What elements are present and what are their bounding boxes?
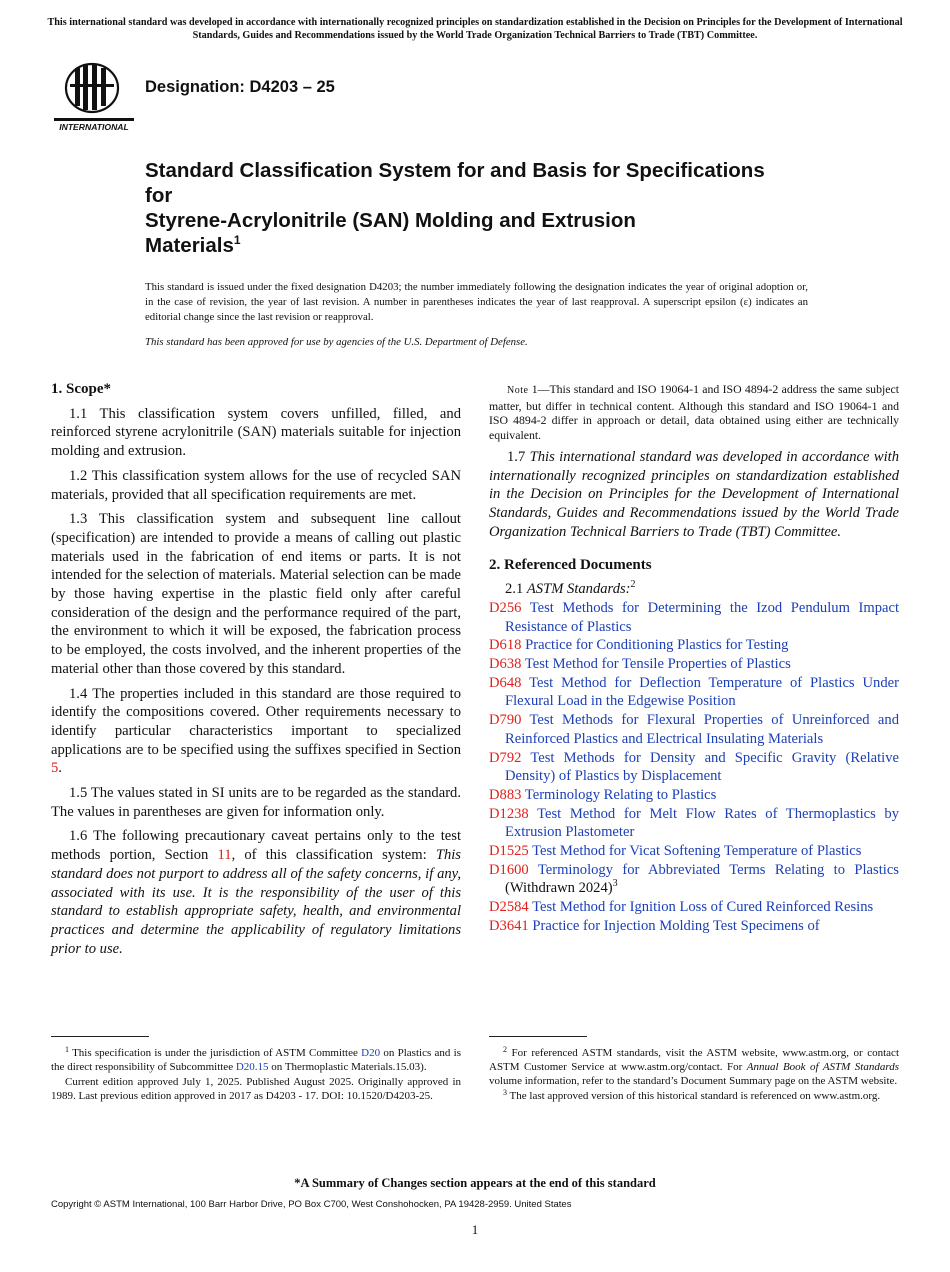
reference-item xyxy=(489,805,899,842)
reference-code-link[interactable]: D1238 xyxy=(489,805,529,822)
annual-book-title: Annual Book of ASTM Standards xyxy=(746,1061,899,1073)
page-number: 1 xyxy=(471,1222,479,1237)
paragraph-1-6-mid: , of this classification system: xyxy=(231,847,436,864)
edition-note: Current edition approved July 1, 2025. Published August 2025. Originally approved in 1989. Last previous edition approved in 2017 as D4203 - 17. DOI: 10.1520/D4203-25. xyxy=(51,1076,461,1102)
reference-code-link[interactable]: D790 xyxy=(489,712,522,729)
title-footnote-ref[interactable]: 1 xyxy=(233,233,241,247)
reference-code-link[interactable]: D883 xyxy=(489,786,522,803)
footnote-2 xyxy=(489,1046,899,1088)
reference-code-link[interactable]: D792 xyxy=(489,749,522,766)
reference-item xyxy=(489,842,899,861)
reference-title-link[interactable]: Test Methods for Flexural Properties of Unreinforced and Reinforced Plastics and Electrical Insulating Materials xyxy=(505,712,899,747)
paragraph-1-3: 1.3 This classification system and subsequent line callout (specification) are intended to provide a means of calling out plastic materials used in the fabrication of end items or parts. It is not intended for the selection of materials. Material selection can be made by those having expertise in the plastic field only after careful consideration of the design and the performance required of the part, the environment to which it will be exposed, the fabrication process to be employed, the costs involved, and the inherent properties of the material other than those covered by this standard. xyxy=(51,511,461,677)
logo-wordmark: INTERNATIONAL xyxy=(59,122,129,132)
document-title xyxy=(145,158,845,258)
note-1 xyxy=(489,382,899,442)
subheading-label: ASTM Standards: xyxy=(526,581,631,598)
reference-title-link[interactable]: Test Method for Deflection Temperature of Plastics Under Flexural Load in the Edgewise Position xyxy=(505,674,899,710)
reference-title-link[interactable]: Test Methods for Determining the Izod Pendulum Impact Resistance of Plastics xyxy=(505,599,900,635)
reference-item xyxy=(489,711,899,748)
title-line-1: Standard Classification System for and Basis for Specifications xyxy=(145,159,765,182)
paragraph-1-7-text: This international standard was developed in accordance with internationally recognized principles on standardization established in the Decision on Principles for the Development of International Standards, Guides and Recommendations issued by the World Trade Organization Technical Barriers to Trade (TBT) Committee. xyxy=(489,449,900,540)
reference-item xyxy=(489,898,899,917)
title-line-4-text: Materials xyxy=(145,234,234,257)
title-line-2: for xyxy=(145,184,173,207)
reference-title-link[interactable]: Test Method for Melt Flow Rates of Thermoplastics by Extrusion Plastometer xyxy=(505,805,899,841)
reference-code-link[interactable]: D648 xyxy=(489,674,522,691)
summary-of-changes-notice: *A Summary of Changes section appears at the end of this standard xyxy=(294,1176,656,1190)
footnote-divider-right xyxy=(489,1036,587,1037)
reference-title-link[interactable]: Terminology Relating to Plastics xyxy=(524,786,717,803)
reference-code-link[interactable]: D2584 xyxy=(489,899,529,916)
footnote-3-text: The last approved version of this historical standard is referenced on www.astm.org. xyxy=(507,1090,881,1102)
reference-item xyxy=(489,749,899,786)
section-5-link[interactable]: 5 xyxy=(51,760,59,777)
footnote-1-marker: 1 xyxy=(65,1045,69,1054)
reference-code-link[interactable]: D638 xyxy=(489,656,522,673)
reference-code-link[interactable]: D1600 xyxy=(489,861,529,878)
paragraph-1-1: 1.1 This classification system covers unfilled, filled, and reinforced styrene acrylonitrile (SAN) materials suitable for injection molding and extrusion. xyxy=(51,405,461,460)
footnote-2-marker: 2 xyxy=(503,1045,507,1054)
footnote-2-text-b: volume information, refer to the standard’s Document Summary page on the ASTM website. xyxy=(489,1075,898,1087)
footnote-3-marker: 3 xyxy=(503,1088,507,1097)
dod-approval-statement: This standard has been approved for use by agencies of the U.S. Department of Defense. xyxy=(145,336,528,348)
reference-code-link[interactable]: D618 xyxy=(489,637,522,654)
section-11-link[interactable]: 11 xyxy=(217,847,232,864)
subheading-number: 2.1 xyxy=(505,581,527,598)
reference-item xyxy=(489,861,899,898)
reference-item xyxy=(489,786,899,805)
issuance-statement: This standard is issued under the fixed designation D4203; the number immediately following the designation indicates the year of original adoption or, in the case of revision, the year of last revision. A number in parentheses indicates the year of last reapproval. A superscript epsilon (ε) indicates an editorial change since the last revision or reapproval. xyxy=(145,281,808,323)
reference-status: (Withdrawn 2024) xyxy=(505,880,613,897)
reference-item xyxy=(489,917,899,936)
reference-footnote-ref[interactable]: 3 xyxy=(612,878,618,890)
reference-item xyxy=(489,599,899,636)
astm-standards-subheading xyxy=(489,580,899,599)
safety-caveat: This standard does not purport to address all of the safety concerns, if any, associated with its use. It is the responsibility of the user of this standard to establish appropriate safety, health, and environmental practices and determine the applicability of regulatory limitations prior to use. xyxy=(51,847,461,957)
reference-list xyxy=(489,599,899,936)
paragraph-1-2: 1.2 This classification system allows for the use of recycled SAN materials, provided that all specification requirements are met. xyxy=(51,467,461,503)
footnotes-left xyxy=(51,1046,461,1104)
paragraph-1-6-text: 1.6 The following precautionary caveat pertains only to the test methods portion, Section xyxy=(51,828,461,864)
reference-title-link[interactable]: Practice for Conditioning Plastics for Testing xyxy=(525,637,789,654)
reference-title-link[interactable]: Test Method for Tensile Properties of Plastics xyxy=(524,656,791,673)
reference-item xyxy=(489,655,899,674)
reference-title-link[interactable]: Terminology for Abbreviated Terms Relating to Plastics xyxy=(537,861,899,878)
section-heading-referenced-documents: 2. Referenced Documents xyxy=(489,556,652,573)
reference-title-link[interactable]: Test Method for Vicat Softening Temperature of Plastics xyxy=(532,843,862,860)
note-label: Note xyxy=(507,385,529,396)
paragraph-1-4 xyxy=(51,685,461,779)
title-line-4 xyxy=(145,233,845,258)
tbt-notice: This international standard was developed in accordance with internationally recognized principles on standardization established in the Decision on Principles for the Development of International Standards, Guides and Recommendations issued by the World Trade Organization Technical Barriers to Trade (TBT) Committee. xyxy=(47,17,903,41)
left-column xyxy=(51,380,461,964)
committee-d20-link[interactable]: D20 xyxy=(361,1047,381,1059)
paragraph-1-4-text: 1.4 The properties included in this standard are those required to identify the compositions covered. Other requirements necessary to identify particular characteristics important to specialized applications are to be specified using the suffixes specified in Section xyxy=(51,685,461,758)
footnote-1-text-a: This specification is under the jurisdiction of ASTM Committee xyxy=(69,1047,362,1059)
reference-title-link[interactable]: Test Method for Ignition Loss of Cured Reinforced Resins xyxy=(532,899,874,916)
astm-logo xyxy=(52,56,136,134)
right-column xyxy=(489,380,899,936)
paragraph-1-5: 1.5 The values stated in SI units are to be regarded as the standard. The values in parentheses are given for information only. xyxy=(51,785,461,820)
footnote-3 xyxy=(489,1089,899,1103)
footnote-1 xyxy=(51,1046,461,1074)
note-1-text: 1—This standard and ISO 19064-1 and ISO 4894-2 address the same subject matter, but differ in technical content. Although this standard and ISO 19064-1 and ISO 4894-2 differ in approach or detail, data obtained using either are technically equivalent. xyxy=(489,382,899,442)
designation: Designation: D4203 – 25 xyxy=(145,78,335,96)
paragraph-1-6 xyxy=(51,827,461,958)
reference-item xyxy=(489,636,899,655)
paragraph-1-4-end: . xyxy=(58,760,62,777)
subcommittee-d20-15-link[interactable]: D20.15 xyxy=(235,1061,269,1073)
footnote-1-text-b: on Plastics and is the direct responsibility of Subcommittee xyxy=(51,1047,461,1073)
reference-code-link[interactable]: D1525 xyxy=(489,843,529,860)
paragraph-1-7 xyxy=(489,448,899,542)
footnote-2-text-a: For referenced ASTM standards, visit the ASTM website, www.astm.org, or contact ASTM Customer Service at www.astm.org/contact. For xyxy=(489,1047,899,1073)
section-heading-scope: 1. Scope* xyxy=(51,381,111,397)
reference-item xyxy=(489,674,899,711)
footnote-divider-left xyxy=(51,1036,149,1037)
subheading-footnote-ref[interactable]: 2 xyxy=(630,579,636,591)
reference-code-link[interactable]: D3641 xyxy=(489,917,529,934)
title-line-3: Styrene-Acrylonitrile (SAN) Molding and Extrusion xyxy=(145,209,636,232)
reference-title-link[interactable]: Practice for Injection Molding Test Specimens of xyxy=(532,917,820,934)
copyright-line: Copyright © ASTM International, 100 Barr Harbor Drive, PO Box C700, West Conshohocken, PA 19428-2959. United States xyxy=(51,1199,572,1210)
reference-title-link[interactable]: Test Methods for Density and Specific Gravity (Relative Density) of Plastics by Displacement xyxy=(505,749,900,785)
reference-code-link[interactable]: D256 xyxy=(489,599,522,616)
paragraph-1-7-number: 1.7 xyxy=(507,449,530,465)
footnote-1-text-c: on Thermoplastic Materials.15.03). xyxy=(268,1061,427,1073)
footnotes-right xyxy=(489,1046,899,1104)
